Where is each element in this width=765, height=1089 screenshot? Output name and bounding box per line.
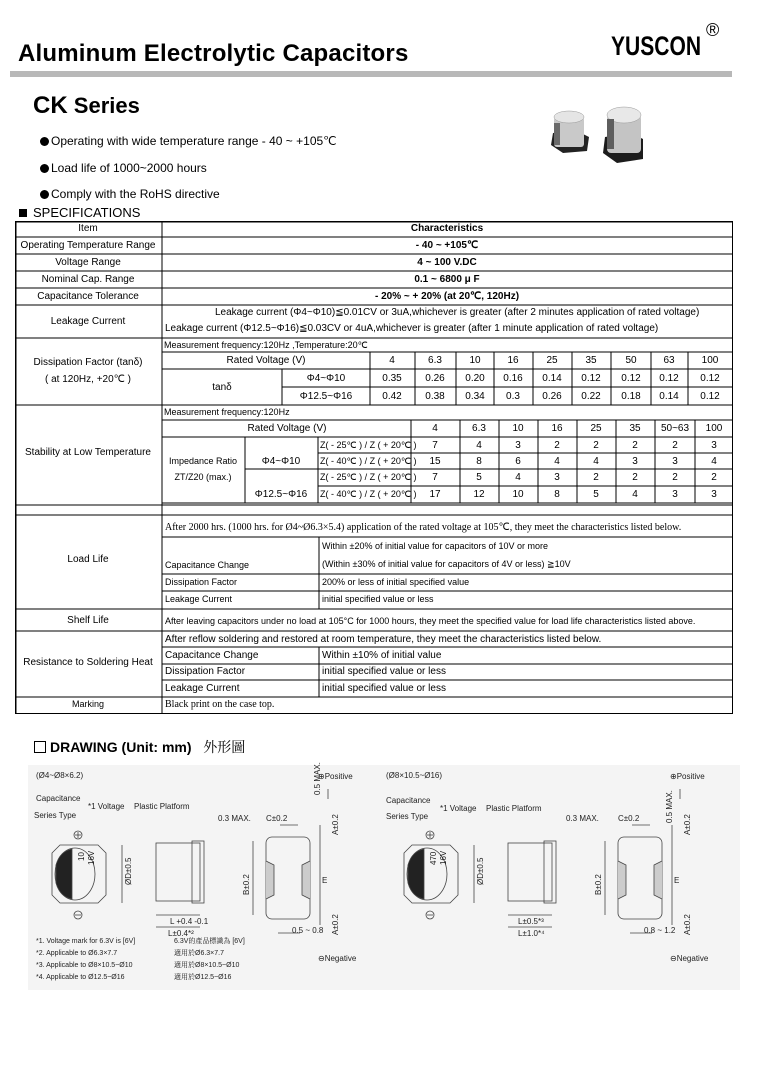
dim-label: E xyxy=(674,876,680,885)
soldering-lc-value: initial specified value or less xyxy=(322,683,446,694)
dim-label: 0.5 ~ 0.8 xyxy=(292,926,324,935)
dim-label: 0.5 MAX. xyxy=(313,762,322,795)
table-cell: 16 xyxy=(507,355,519,366)
load-life-cap-label: Capacitance Change xyxy=(165,560,250,570)
dim-label: B±0.2 xyxy=(242,874,251,895)
table-cell: 0.3 xyxy=(506,391,520,402)
table-cell: 0.38 xyxy=(425,391,445,402)
load-life-df-label: Dissipation Factor xyxy=(165,577,238,587)
table-cell: 0.16 xyxy=(503,373,523,384)
platform-label: Plastic Platform xyxy=(134,802,190,811)
dim-label: ØD±0.5 xyxy=(476,857,485,885)
table-cell: 0.34 xyxy=(465,391,485,402)
load-life-intro: After 2000 hrs. (1000 hrs. for Ø4~Ø6.3×5.4) application of the rated voltage at 105℃, they meet the characteristics listed below. xyxy=(165,522,682,533)
note-en: *1. Voltage mark for 6.3V is [6V] xyxy=(36,938,136,945)
row-label: Voltage Range xyxy=(55,257,121,268)
table-cell: 0.14 xyxy=(542,373,562,384)
note-cn: 適用於Ø12.5~Ø16 xyxy=(174,974,232,981)
note-cn: 適用於Ø8×10.5~Ø10 xyxy=(174,962,240,969)
table-cell: 0.12 xyxy=(659,373,679,384)
header-divider xyxy=(10,71,732,77)
row-value: - 20% ~ + 20% (at 20℃, 120Hz) xyxy=(374,291,520,302)
positive-label: ⊕Positive xyxy=(670,772,705,781)
table-cell: 4 xyxy=(432,423,438,434)
soldering-df-label: Dissipation Factor xyxy=(165,666,246,677)
note-cn: 6.3V的產品標識為 [6V] xyxy=(174,938,245,945)
table-cell: 0.12 xyxy=(581,373,601,384)
load-life-df-value: 200% or less of initial specified value xyxy=(322,577,470,587)
impedance-condition: Z( - 40℃ ) / Z ( + 20℃ ) xyxy=(320,489,417,499)
dim-label: L +0.4 -0.1 xyxy=(170,917,209,926)
load-life-label: Load Life xyxy=(67,554,109,565)
table-cell: 35 xyxy=(585,355,597,366)
marking-label: Marking xyxy=(71,699,105,709)
dim-label: 0.8 ~ 1.2 xyxy=(644,926,676,935)
table-cell: 100 xyxy=(701,355,719,366)
table-cell: 3 xyxy=(711,440,717,451)
rated-voltage-label: Rated Voltage (V) xyxy=(226,355,306,366)
table-cell: 7 xyxy=(432,440,438,451)
table-cell: 6.3 xyxy=(428,355,442,366)
table-cell: 4 xyxy=(476,440,482,451)
registered-mark: ® xyxy=(706,20,720,40)
dim-label: 0.3 MAX. xyxy=(566,814,599,823)
table-cell: 0.18 xyxy=(621,391,641,402)
table-cell: 3 xyxy=(515,440,521,451)
table-cell: 3 xyxy=(711,489,717,500)
marking-value: Black print on the case top. xyxy=(165,699,275,710)
drawing-lines xyxy=(28,765,740,990)
dim-label: L±1.0*⁴ xyxy=(518,929,545,938)
table-cell: 0.42 xyxy=(382,391,402,402)
impedance-condition: Z( - 40℃ ) / Z ( + 20℃ ) xyxy=(320,456,417,466)
spec-table xyxy=(15,221,733,714)
table-cell: 10 xyxy=(512,489,524,500)
table-cell: 4 xyxy=(593,456,599,467)
leakage-line: Leakage current (Φ4~Φ10)≦0.01CV or 3uA,whichever is greater (after 2 minutes application of rated voltage) xyxy=(215,307,700,318)
brand-logo: YUSCON xyxy=(611,31,702,61)
table-cell: 0.12 xyxy=(621,373,641,384)
soldering-df-value: initial specified value or less xyxy=(322,666,446,677)
size-label: Φ12.5~Φ16 xyxy=(254,489,308,500)
table-cell: 7 xyxy=(432,472,438,483)
table-cell: 5 xyxy=(476,472,482,483)
dim-label: A±0.2 xyxy=(331,814,340,835)
small-capacitor-image xyxy=(551,111,589,153)
table-cell: 2 xyxy=(711,472,717,483)
table-cell: 4 xyxy=(632,489,638,500)
table-cell: 2 xyxy=(672,472,678,483)
dim-label: A±0.2 xyxy=(331,914,340,935)
table-cell: 3 xyxy=(672,456,678,467)
row-value: - 40 ~ +105℃ xyxy=(415,240,479,251)
series-suffix: Series xyxy=(67,93,140,118)
dim-label: A±0.2 xyxy=(683,914,692,935)
table-cell: 2 xyxy=(554,440,560,451)
table-cell: 4 xyxy=(389,355,395,366)
dim-label: E xyxy=(322,876,328,885)
row-value: 0.1 ~ 6800 μ F xyxy=(414,274,480,285)
table-cell: 100 xyxy=(705,423,723,434)
impedance-condition: Z( - 25℃ ) / Z ( + 20℃ ) xyxy=(320,472,417,482)
case-mark: 16V xyxy=(87,850,96,865)
table-cell: 0.26 xyxy=(425,373,445,384)
stability-label: Stability at Low Temperature xyxy=(25,447,151,458)
table-cell: 25 xyxy=(590,423,602,434)
table-cell: 3 xyxy=(672,489,678,500)
dim-label: C±0.2 xyxy=(266,814,288,823)
table-cell: 2 xyxy=(593,472,599,483)
table-cell: 4 xyxy=(554,456,560,467)
dim-label: B±0.2 xyxy=(594,874,603,895)
table-cell: 50~63 xyxy=(660,423,690,434)
drawing-range-label: (Ø8×10.5~Ø16) xyxy=(386,771,443,780)
table-cell: 35 xyxy=(629,423,641,434)
table-cell: 4 xyxy=(711,456,717,467)
table-cell: 0.26 xyxy=(542,391,562,402)
table-cell: 63 xyxy=(663,355,675,366)
table-cell: 0.20 xyxy=(465,373,485,384)
dim-label: L±0.5*³ xyxy=(518,917,544,926)
table-cell: 2 xyxy=(672,440,678,451)
note-en: *2. Applicable to Ø6.3×7.7 xyxy=(36,950,118,957)
dim-label: ØD±0.5 xyxy=(124,857,133,885)
spec-heading: SPECIFICATIONS xyxy=(19,205,140,220)
soldering-cap-label: Capacitance Change xyxy=(165,650,259,661)
capacitance-label: Capacitance xyxy=(36,794,81,803)
note-cn: 適用於Ø6.3×7.7 xyxy=(174,950,224,957)
note-en: *3. Applicable to Ø8×10.5~Ø10 xyxy=(36,962,133,969)
dissipation-label: Dissipation Factor (tanδ) xyxy=(33,357,143,368)
table-cell: 25 xyxy=(546,355,558,366)
dissipation-condition: ( at 120Hz, +20℃ ) xyxy=(45,374,131,385)
shelf-life-value: After leaving capacitors under no load at 105°C for 1000 hours, they meet the specified value for load life characteristics listed above. xyxy=(165,616,696,626)
square-bullet-icon xyxy=(19,209,27,217)
table-cell: 10 xyxy=(469,355,481,366)
soldering-cap-value: Within ±10% of initial value xyxy=(322,650,442,661)
page-title: Aluminum Electrolytic Capacitors xyxy=(18,40,409,67)
table-cell: 17 xyxy=(429,489,441,500)
voltage-label: *1 Voltage xyxy=(88,802,125,811)
bullet-icon xyxy=(40,190,49,199)
table-cell: 5 xyxy=(593,489,599,500)
negative-label: ⊖Negative xyxy=(318,954,357,963)
soldering-label: Resistance to Soldering Heat xyxy=(23,657,153,668)
platform-label: Plastic Platform xyxy=(486,804,542,813)
load-life-cap-value: Within ±20% of initial value for capacitors of 10V or more xyxy=(322,541,549,551)
soldering-intro: After reflow soldering and restored at room temperature, they meet the characteristics listed below. xyxy=(165,634,602,645)
voltage-label: *1 Voltage xyxy=(440,804,477,813)
feature-item: Comply with the RoHS directive xyxy=(40,187,220,201)
dim-label: 0.5 MAX. xyxy=(665,790,674,823)
table-cell: 16 xyxy=(551,423,563,434)
large-capacitor-image xyxy=(603,107,643,163)
table-cell: 6 xyxy=(515,456,521,467)
series-type-label: Series Type xyxy=(386,812,429,821)
table-cell: 0.12 xyxy=(700,391,720,402)
table-cell: 8 xyxy=(554,489,560,500)
product-photo xyxy=(545,103,645,165)
dim-label: 0.3 MAX. xyxy=(218,814,251,823)
table-cell: 4 xyxy=(515,472,521,483)
col-header-item: Item xyxy=(78,223,98,234)
case-mark: 16V xyxy=(439,850,448,865)
table-cell: 2 xyxy=(632,440,638,451)
feature-item: Load life of 1000~2000 hours xyxy=(40,161,207,175)
table-cell: 2 xyxy=(632,472,638,483)
series-type-label: Series Type xyxy=(34,811,77,820)
drawing-range-label: (Ø4~Ø8×6.2) xyxy=(36,771,84,780)
stability-measure: Measurement frequency:120Hz xyxy=(164,407,290,417)
table-cell: 10 xyxy=(512,423,524,434)
series-title xyxy=(33,92,140,120)
note-en: *4. Applicable to Ø12.5~Ø16 xyxy=(36,974,125,981)
table-cell: 3 xyxy=(554,472,560,483)
size-label: Φ4~Φ10 xyxy=(306,373,346,384)
case-mark: 10 xyxy=(77,852,86,861)
table-cell: 0.35 xyxy=(382,373,402,384)
impedance-ratio-label: Impedance Ratio xyxy=(168,456,238,466)
impedance-condition: Z( - 25℃ ) / Z ( + 20℃ ) xyxy=(320,440,417,450)
dim-label: A±0.2 xyxy=(683,814,692,835)
negative-label: ⊖Negative xyxy=(670,954,709,963)
rated-voltage-label: Rated Voltage (V) xyxy=(247,423,327,434)
row-label: Capacitance Tolerance xyxy=(37,291,139,302)
box-bullet-icon xyxy=(34,741,46,753)
table-cell: 2 xyxy=(593,440,599,451)
feature-item: Operating with wide temperature range - 40 ~ +105℃ xyxy=(40,134,337,148)
bullet-icon xyxy=(40,137,49,146)
row-label: Operating Temperature Range xyxy=(20,240,156,251)
size-label: Φ12.5~Φ16 xyxy=(299,391,353,402)
drawing-heading: DRAWING (Unit: mm) 外形圖 xyxy=(34,737,245,757)
row-value: 4 ~ 100 V.DC xyxy=(417,257,477,268)
case-mark: 470 xyxy=(429,851,438,865)
load-life-lc-label: Leakage Current xyxy=(165,594,233,604)
load-life-cap-value: (Within ±30% of initial value for capacitors of 4V or less) ≧10V xyxy=(322,559,571,569)
dim-label: C±0.2 xyxy=(618,814,640,823)
table-cell: 15 xyxy=(429,456,441,467)
table-cell: 0.22 xyxy=(581,391,601,402)
table-cell: 0.12 xyxy=(700,373,720,384)
bullet-icon xyxy=(40,164,49,173)
shelf-life-label: Shelf Life xyxy=(67,615,109,626)
row-label: Nominal Cap. Range xyxy=(41,274,135,285)
dimension-drawing xyxy=(28,762,740,990)
table-cell: 50 xyxy=(625,355,637,366)
series-code: CK xyxy=(33,92,68,119)
impedance-ratio-sub: ZT/Z20 (max.) xyxy=(174,472,232,482)
leakage-label: Leakage Current xyxy=(50,316,126,327)
table-cell: 6.3 xyxy=(472,423,486,434)
soldering-lc-label: Leakage Current xyxy=(165,683,240,694)
table-cell: 0.14 xyxy=(659,391,679,402)
capacitance-label: Capacitance xyxy=(386,796,431,805)
table-cell: 3 xyxy=(632,456,638,467)
tan-label: tanδ xyxy=(212,382,232,393)
size-label: Φ4~Φ10 xyxy=(261,456,301,467)
load-life-lc-value: initial specified value or less xyxy=(322,594,434,604)
table-cell: 8 xyxy=(476,456,482,467)
positive-label: ⊕Positive xyxy=(318,772,353,781)
col-header-characteristics: Characteristics xyxy=(410,223,484,234)
dissipation-measure: Measurement frequency:120Hz ,Temperature:20℃ xyxy=(164,340,368,350)
dim-label: L±0.4*² xyxy=(168,929,194,938)
table-cell: 12 xyxy=(473,489,485,500)
leakage-line: Leakage current (Φ12.5~Φ16)≦0.03CV or 4uA,whichever is greater (after 1 minute application of rated voltage) xyxy=(165,323,659,334)
